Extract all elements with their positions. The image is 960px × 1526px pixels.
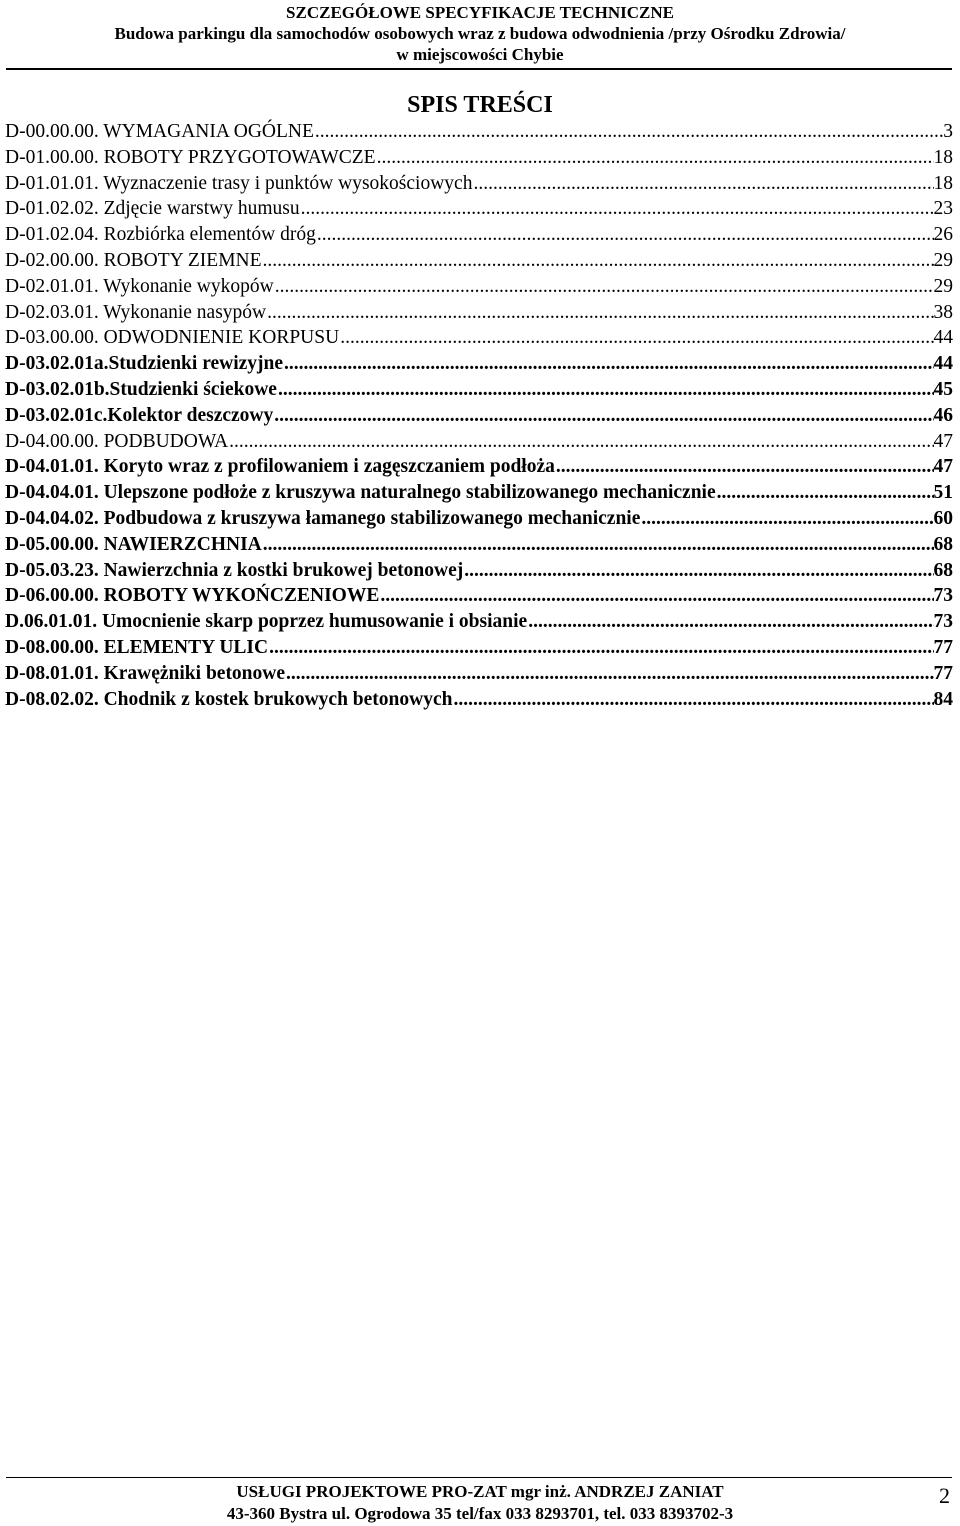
toc-dot-leader [527, 609, 933, 635]
toc-entry-title: D-04.00.00. PODBUDOWA [5, 430, 229, 452]
toc-entry-page: 51 [933, 482, 953, 504]
toc-entry-title: D-03.02.01c.Kolektor deszczowy [5, 404, 274, 426]
toc-entry-title: D-02.00.00. ROBOTY ZIEMNE [5, 249, 262, 271]
toc-entry[interactable] [5, 171, 953, 197]
toc-dot-leader [262, 248, 934, 274]
toc-entry[interactable] [5, 454, 953, 480]
toc-entry-title: D-08.02.02. Chodnik z kostek brukowych betonowych [5, 688, 453, 710]
toc-dot-leader [273, 403, 933, 429]
toc-entry[interactable] [5, 532, 953, 558]
toc-entry[interactable] [5, 583, 953, 609]
toc-dot-leader [555, 454, 934, 480]
toc-dot-leader [268, 635, 933, 661]
toc-entry-page: 44 [933, 353, 953, 375]
toc-entry-page: 38 [933, 301, 953, 323]
toc-entry-page: 29 [933, 275, 953, 297]
toc-entry-title: D-05.03.23. Nawierzchnia z kostki brukowej betonowej [5, 559, 464, 581]
toc-dot-leader [463, 558, 933, 584]
toc-entry[interactable] [5, 196, 953, 222]
toc-dot-leader [266, 300, 933, 326]
toc-dot-leader [640, 506, 933, 532]
toc-entry-page: 68 [933, 533, 953, 555]
toc-entry[interactable] [5, 119, 953, 145]
toc-entry-title: D-03.00.00. ODWODNIENIE KORPUSU [5, 327, 340, 349]
toc-entry[interactable] [5, 222, 953, 248]
toc-entry[interactable] [5, 687, 953, 713]
toc-entry[interactable] [5, 635, 953, 661]
toc-entry-title: D-02.01.01. Wykonanie wykopów [5, 275, 274, 297]
toc-entry-title: D-02.03.01. Wykonanie nasypów [5, 301, 267, 323]
toc-entry[interactable] [5, 145, 953, 171]
toc-entry-page: 73 [933, 611, 953, 633]
toc-entry[interactable] [5, 300, 953, 326]
toc-entry-title: D-01.01.01. Wyznaczenie trasy i punktów wysokościowych [5, 172, 473, 194]
toc-entry-page: 26 [933, 224, 953, 246]
toc-entry-page: 73 [933, 585, 953, 607]
toc-dot-leader [472, 171, 933, 197]
toc-dot-leader [262, 532, 934, 558]
toc-entry-page: 44 [933, 327, 953, 349]
toc-dot-leader [452, 687, 933, 713]
toc-entry-title: D-04.01.01. Koryto wraz z profilowaniem i zagęszczaniem podłoża [5, 456, 555, 478]
toc-entry[interactable] [5, 351, 953, 377]
toc-entry[interactable] [5, 429, 953, 455]
toc-entry-page: 77 [933, 662, 953, 684]
toc-entry[interactable] [5, 325, 953, 351]
toc-entry-title: D-03.02.01a.Studzienki rewizyjne [5, 353, 284, 375]
toc-entry[interactable] [5, 506, 953, 532]
header-location: w miejscowości Chybie [396, 45, 564, 64]
toc-entry-title: D-04.04.02. Podbudowa z kruszywa łamanego stabilizowanego mechanicznie [5, 507, 641, 529]
toc-entry-page: 23 [933, 198, 953, 220]
toc-entry-page: 18 [933, 146, 953, 168]
page-footer [0, 1481, 960, 1525]
toc-entry-title: D-08.00.00. ELEMENTY ULIC [5, 636, 269, 658]
header-divider [6, 68, 952, 70]
toc-dot-leader [274, 274, 934, 300]
toc-title: SPIS TREŚCI [407, 92, 553, 118]
toc-entry[interactable] [5, 377, 953, 403]
toc-entry-page: 68 [933, 559, 953, 581]
toc-entry-title: D.06.01.01. Umocnienie skarp poprzez humusowanie i obsianie [5, 611, 528, 633]
toc-entry[interactable] [5, 274, 953, 300]
toc-entry[interactable] [5, 661, 953, 687]
toc-entry-page: 47 [933, 456, 953, 478]
toc-dot-leader [716, 480, 934, 506]
toc-dot-leader [376, 145, 934, 171]
toc-entry[interactable] [5, 609, 953, 635]
toc-dot-leader [300, 196, 934, 222]
page-header [0, 0, 960, 65]
toc-entry[interactable] [5, 480, 953, 506]
toc-entry-title: D-06.00.00. ROBOTY WYKOŃCZENIOWE [5, 585, 380, 607]
page-number: 2 [939, 1483, 950, 1508]
toc-entry-title: D-08.01.01. Krawężniki betonowe [5, 662, 286, 684]
footer-address: 43-360 Bystra ul. Ogrodowa 35 tel/fax 033 8293701, tel. 033 8393702-3 [226, 1504, 734, 1523]
toc-entry-title: D-03.02.01b.Studzienki ściekowe [5, 378, 277, 400]
table-of-contents [5, 119, 953, 712]
toc-entry-page: 77 [933, 636, 953, 658]
toc-entry-title: D-05.00.00. NAWIERZCHNIA [5, 533, 262, 555]
toc-dot-leader [379, 583, 933, 609]
footer-company: USŁUGI PROJEKTOWE PRO-ZAT mgr inż. ANDRZEJ ZANIAT [236, 1482, 724, 1501]
header-title: SZCZEGÓŁOWE SPECYFIKACJE TECHNICZNE [286, 3, 674, 22]
toc-entry-title: D-01.00.00. ROBOTY PRZYGOTOWAWCZE [5, 146, 376, 168]
toc-entry-title: D-01.02.02. Zdjęcie warstwy humusu [5, 198, 300, 220]
header-project-name: Budowa parkingu dla samochodów osobowych wraz z budowa odwodnienia /przy Ośrodku Zdrowia/ [114, 24, 846, 43]
toc-entry-page: 60 [933, 507, 953, 529]
toc-dot-leader [277, 377, 934, 403]
toc-dot-leader [228, 429, 933, 455]
toc-dot-leader [316, 222, 934, 248]
toc-entry-page: 46 [933, 404, 953, 426]
toc-entry-page: 84 [933, 688, 953, 710]
toc-entry-title: D-00.00.00. WYMAGANIA OGÓLNE [5, 121, 314, 142]
toc-entry[interactable] [5, 403, 953, 429]
toc-entry-page: 18 [933, 172, 953, 194]
toc-entry-title: D-04.04.01. Ulepszone podłoże z kruszywa naturalnego stabilizowanego mechanicznie [5, 482, 716, 504]
toc-entry[interactable] [5, 558, 953, 584]
toc-entry[interactable] [5, 248, 953, 274]
footer-divider [6, 1477, 952, 1478]
toc-entry-page: 29 [933, 249, 953, 271]
toc-dot-leader [314, 119, 943, 145]
toc-entry-page: 45 [933, 378, 953, 400]
toc-entry-page: 3 [943, 121, 953, 142]
toc-dot-leader [339, 325, 933, 351]
toc-dot-leader [285, 661, 933, 687]
toc-dot-leader [283, 351, 933, 377]
toc-entry-page: 47 [933, 430, 953, 452]
toc-entry-title: D-01.02.04. Rozbiórka elementów dróg [5, 224, 316, 246]
